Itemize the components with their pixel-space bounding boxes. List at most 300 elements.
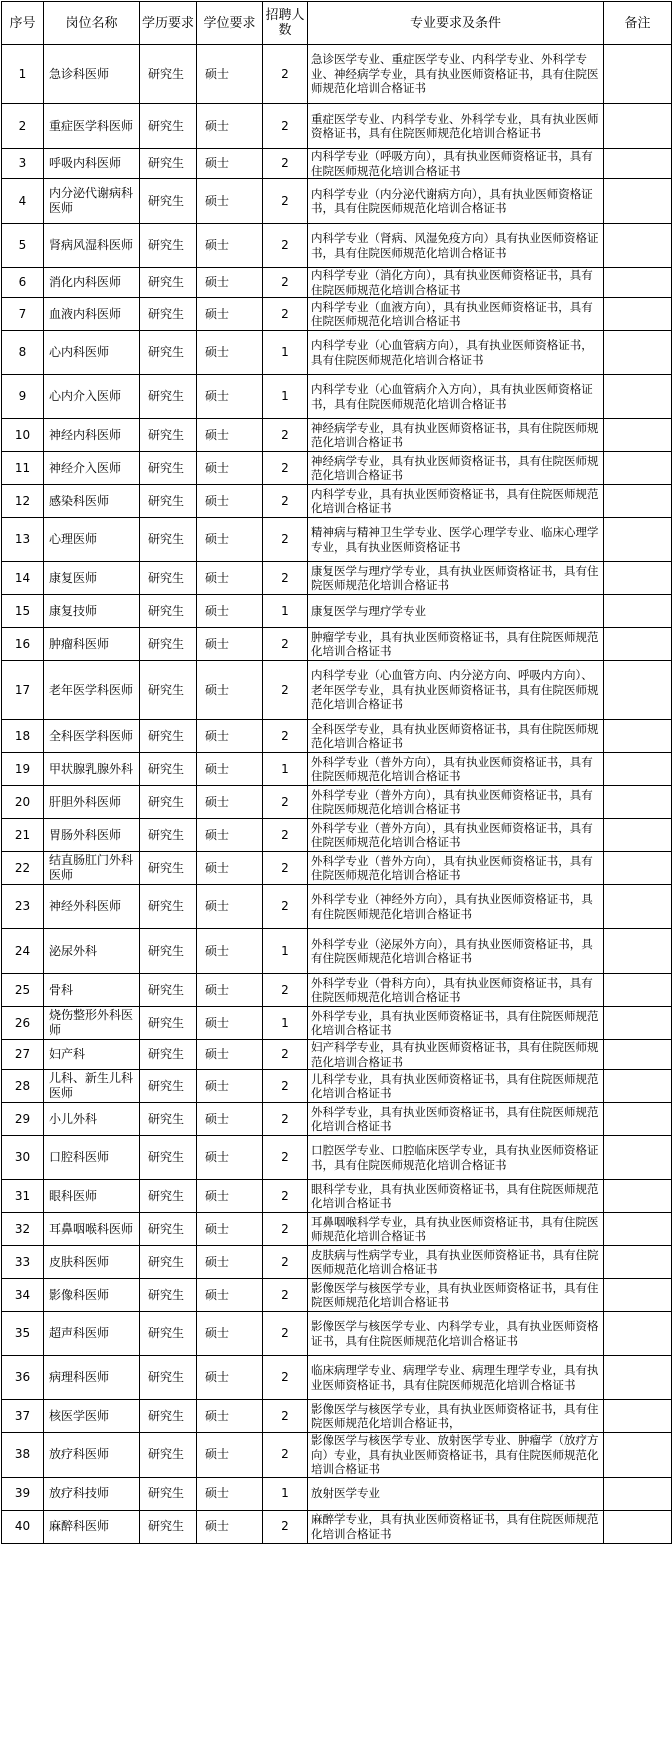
cell-no: 1 [2,45,44,104]
cell-requirements: 外科学专业（神经外方向），具有执业医师资格证书，具有住院医师规范化培训合格证书 [308,885,604,929]
header-row [2,2,672,45]
cell-no: 23 [2,885,44,929]
cell-headcount: 2 [263,45,308,104]
cell-education: 研究生 [140,974,197,1007]
cell-education: 研究生 [140,1400,197,1433]
cell-remarks [604,375,672,419]
cell-headcount: 2 [263,224,308,268]
table-row [2,518,672,562]
cell-no: 20 [2,786,44,819]
cell-requirements: 儿科学专业，具有执业医师资格证书，具有住院医师规范化培训合格证书 [308,1070,604,1103]
cell-position-name: 神经内科医师 [44,419,140,452]
cell-requirements: 外科学专业（普外方向），具有执业医师资格证书，具有住院医师规范化培训合格证书 [308,819,604,852]
header-no: 序号 [2,2,44,45]
cell-headcount: 2 [263,1213,308,1246]
cell-requirements: 内科学专业（血液方向），具有执业医师资格证书，具有住院医师规范化培训合格证书 [308,298,604,331]
cell-education: 研究生 [140,753,197,786]
table-row [2,595,672,628]
cell-education: 研究生 [140,1213,197,1246]
cell-headcount: 1 [263,375,308,419]
cell-requirements: 影像医学与核医学专业、放射医学专业、肿瘤学（放疗方向）专业，具有执业医师资格证书，具有住院医师规范化培训合格证书 [308,1433,604,1478]
table-row [2,1007,672,1040]
header-remarks: 备注 [604,2,672,45]
cell-requirements: 外科学专业（普外方向），具有执业医师资格证书，具有住院医师规范化培训合格证书 [308,753,604,786]
cell-requirements: 康复医学与理疗学专业 [308,595,604,628]
cell-headcount: 2 [263,562,308,595]
header-degree: 学位要求 [197,2,263,45]
cell-no: 35 [2,1312,44,1356]
cell-headcount: 2 [263,1279,308,1312]
table-row [2,1136,672,1180]
cell-headcount: 2 [263,268,308,298]
cell-headcount: 2 [263,1136,308,1180]
table-row [2,720,672,753]
cell-position-name: 影像科医师 [44,1279,140,1312]
cell-headcount: 2 [263,419,308,452]
cell-position-name: 肝胆外科医师 [44,786,140,819]
cell-degree: 硕士 [197,1040,263,1070]
table-row [2,149,672,179]
cell-requirements: 放射医学专业 [308,1477,604,1510]
cell-education: 研究生 [140,1510,197,1543]
table-row [2,753,672,786]
table-row [2,1103,672,1136]
cell-no: 14 [2,562,44,595]
cell-education: 研究生 [140,661,197,720]
cell-headcount: 2 [263,1356,308,1400]
table-row [2,1477,672,1510]
cell-headcount: 1 [263,753,308,786]
cell-education: 研究生 [140,1477,197,1510]
cell-remarks [604,518,672,562]
header-position-name: 岗位名称 [44,2,140,45]
cell-degree: 硕士 [197,298,263,331]
cell-remarks [604,224,672,268]
cell-requirements: 精神病与精神卫生学专业、医学心理学专业、临床心理学专业，具有执业医师资格证书 [308,518,604,562]
cell-no: 9 [2,375,44,419]
cell-position-name: 放疗科技师 [44,1477,140,1510]
cell-remarks [604,268,672,298]
cell-no: 37 [2,1400,44,1433]
cell-degree: 硕士 [197,753,263,786]
cell-no: 4 [2,179,44,224]
cell-requirements: 耳鼻咽喉科学专业，具有执业医师资格证书，具有住院医师规范化培训合格证书 [308,1213,604,1246]
cell-degree: 硕士 [197,929,263,974]
table-row [2,1356,672,1400]
cell-no: 24 [2,929,44,974]
cell-remarks [604,104,672,149]
cell-remarks [604,786,672,819]
cell-position-name: 血液内科医师 [44,298,140,331]
table-row [2,929,672,974]
cell-position-name: 康复医师 [44,562,140,595]
cell-remarks [604,1356,672,1400]
table-row [2,298,672,331]
cell-no: 2 [2,104,44,149]
cell-degree: 硕士 [197,1070,263,1103]
cell-no: 15 [2,595,44,628]
cell-education: 研究生 [140,179,197,224]
cell-education: 研究生 [140,562,197,595]
cell-position-name: 老年医学科医师 [44,661,140,720]
cell-requirements: 内科学专业（肾病、风湿免疫方向）具有执业医师资格证书，具有住院医师规范化培训合格证书 [308,224,604,268]
cell-position-name: 内分泌代谢病科医师 [44,179,140,224]
cell-headcount: 1 [263,1477,308,1510]
cell-requirements: 内科学专业（内分泌代谢病方向），具有执业医师资格证书，具有住院医师规范化培训合格证书 [308,179,604,224]
cell-no: 12 [2,485,44,518]
cell-requirements: 影像医学与核医学专业、内科学专业，具有执业医师资格证书，具有住院医师规范化培训合格证书 [308,1312,604,1356]
cell-requirements: 影像医学与核医学专业，具有执业医师资格证书，具有住院医师规范化培训合格证书， [308,1400,604,1433]
cell-remarks [604,819,672,852]
cell-remarks [604,1246,672,1279]
cell-position-name: 妇产科 [44,1040,140,1070]
cell-requirements: 神经病学专业，具有执业医师资格证书，具有住院医师规范化培训合格证书 [308,452,604,485]
cell-position-name: 结直肠肛门外科医师 [44,852,140,885]
cell-remarks [604,562,672,595]
cell-no: 22 [2,852,44,885]
cell-requirements: 临床病理学专业、病理学专业、病理生理学专业，具有执业医师资格证书，具有住院医师规范化培训合格证书 [308,1356,604,1400]
cell-requirements: 内科学专业（心血管病方向），具有执业医师资格证书，具有住院医师规范化培训合格证书 [308,331,604,375]
cell-position-name: 小儿外科 [44,1103,140,1136]
cell-no: 5 [2,224,44,268]
cell-remarks [604,1180,672,1213]
cell-degree: 硕士 [197,1400,263,1433]
cell-position-name: 核医学医师 [44,1400,140,1433]
cell-no: 8 [2,331,44,375]
cell-no: 33 [2,1246,44,1279]
cell-headcount: 2 [263,974,308,1007]
cell-position-name: 肾病风湿科医师 [44,224,140,268]
cell-degree: 硕士 [197,179,263,224]
cell-headcount: 2 [263,485,308,518]
table-row [2,819,672,852]
cell-remarks [604,595,672,628]
cell-remarks [604,1279,672,1312]
table-row [2,419,672,452]
cell-no: 40 [2,1510,44,1543]
cell-remarks [604,1136,672,1180]
cell-position-name: 神经外科医师 [44,885,140,929]
cell-no: 21 [2,819,44,852]
cell-remarks [604,331,672,375]
table-row [2,452,672,485]
cell-degree: 硕士 [197,1136,263,1180]
table-row [2,786,672,819]
cell-education: 研究生 [140,104,197,149]
cell-education: 研究生 [140,628,197,661]
cell-position-name: 骨科 [44,974,140,1007]
cell-remarks [604,1040,672,1070]
cell-no: 16 [2,628,44,661]
cell-position-name: 超声科医师 [44,1312,140,1356]
cell-position-name: 心理医师 [44,518,140,562]
cell-degree: 硕士 [197,518,263,562]
cell-education: 研究生 [140,1312,197,1356]
cell-education: 研究生 [140,786,197,819]
cell-education: 研究生 [140,268,197,298]
cell-requirements: 外科学专业（普外方向），具有执业医师资格证书，具有住院医师规范化培训合格证书 [308,852,604,885]
cell-remarks [604,753,672,786]
cell-education: 研究生 [140,45,197,104]
cell-education: 研究生 [140,852,197,885]
cell-headcount: 2 [263,149,308,179]
table-row [2,852,672,885]
cell-education: 研究生 [140,720,197,753]
cell-remarks [604,45,672,104]
table-row [2,375,672,419]
cell-headcount: 2 [263,720,308,753]
cell-education: 研究生 [140,1433,197,1478]
cell-position-name: 重症医学科医师 [44,104,140,149]
cell-requirements: 肿瘤学专业，具有执业医师资格证书，具有住院医师规范化培训合格证书 [308,628,604,661]
cell-position-name: 儿科、新生儿科医师 [44,1070,140,1103]
cell-education: 研究生 [140,1136,197,1180]
cell-degree: 硕士 [197,1213,263,1246]
cell-no: 25 [2,974,44,1007]
cell-degree: 硕士 [197,1180,263,1213]
cell-education: 研究生 [140,929,197,974]
cell-headcount: 1 [263,1007,308,1040]
cell-position-name: 胃肠外科医师 [44,819,140,852]
cell-education: 研究生 [140,1279,197,1312]
table-body [2,45,672,1544]
cell-requirements: 急诊医学专业、重症医学专业、内科学专业、外科学专业、神经病学专业，具有执业医师资格证书，具有住院医师规范化培训合格证书 [308,45,604,104]
table-row [2,1213,672,1246]
cell-degree: 硕士 [197,452,263,485]
cell-degree: 硕士 [197,1279,263,1312]
cell-education: 研究生 [140,1007,197,1040]
cell-degree: 硕士 [197,1103,263,1136]
cell-remarks [604,885,672,929]
cell-education: 研究生 [140,1040,197,1070]
cell-degree: 硕士 [197,885,263,929]
cell-education: 研究生 [140,224,197,268]
cell-no: 38 [2,1433,44,1478]
cell-position-name: 康复技师 [44,595,140,628]
cell-degree: 硕士 [197,485,263,518]
cell-no: 36 [2,1356,44,1400]
cell-remarks [604,452,672,485]
cell-headcount: 2 [263,1433,308,1478]
table-row [2,1040,672,1070]
cell-education: 研究生 [140,1103,197,1136]
cell-remarks [604,929,672,974]
cell-degree: 硕士 [197,45,263,104]
cell-degree: 硕士 [197,375,263,419]
cell-position-name: 麻醉科医师 [44,1510,140,1543]
cell-requirements: 外科学专业（泌尿外方向），具有执业医师资格证书，具有住院医师规范化培训合格证书 [308,929,604,974]
cell-no: 17 [2,661,44,720]
table-row [2,331,672,375]
cell-requirements: 内科学专业（心血管病介入方向），具有执业医师资格证书，具有住院医师规范化培训合格证书 [308,375,604,419]
cell-position-name: 口腔科医师 [44,1136,140,1180]
cell-headcount: 2 [263,1040,308,1070]
table-row [2,562,672,595]
cell-remarks [604,298,672,331]
cell-education: 研究生 [140,375,197,419]
cell-no: 10 [2,419,44,452]
cell-degree: 硕士 [197,595,263,628]
cell-degree: 硕士 [197,268,263,298]
cell-requirements: 眼科学专业，具有执业医师资格证书，具有住院医师规范化培训合格证书 [308,1180,604,1213]
cell-no: 7 [2,298,44,331]
cell-remarks [604,1103,672,1136]
cell-position-name: 泌尿外科 [44,929,140,974]
cell-education: 研究生 [140,298,197,331]
cell-degree: 硕士 [197,104,263,149]
cell-education: 研究生 [140,1356,197,1400]
cell-remarks [604,628,672,661]
cell-position-name: 消化内科医师 [44,268,140,298]
cell-requirements: 内科学专业（心血管方向、内分泌方向、呼吸内方向）、老年医学专业，具有执业医师资格证书，具有住院医师规范化培训合格证书 [308,661,604,720]
cell-remarks [604,179,672,224]
cell-requirements: 影像医学与核医学专业，具有执业医师资格证书，具有住院医师规范化培训合格证书 [308,1279,604,1312]
cell-education: 研究生 [140,452,197,485]
cell-headcount: 2 [263,1246,308,1279]
table-row [2,1180,672,1213]
cell-no: 34 [2,1279,44,1312]
cell-position-name: 神经介入医师 [44,452,140,485]
cell-degree: 硕士 [197,1246,263,1279]
table-row [2,1246,672,1279]
cell-degree: 硕士 [197,852,263,885]
table-row [2,1400,672,1433]
cell-education: 研究生 [140,819,197,852]
cell-no: 11 [2,452,44,485]
cell-no: 19 [2,753,44,786]
cell-remarks [604,1477,672,1510]
cell-no: 18 [2,720,44,753]
cell-headcount: 2 [263,452,308,485]
cell-headcount: 1 [263,331,308,375]
cell-degree: 硕士 [197,819,263,852]
cell-headcount: 1 [263,595,308,628]
cell-position-name: 呼吸内科医师 [44,149,140,179]
cell-remarks [604,661,672,720]
cell-requirements: 口腔医学专业、口腔临床医学专业，具有执业医师资格证书，具有住院医师规范化培训合格证书 [308,1136,604,1180]
table-row [2,104,672,149]
table-row [2,1312,672,1356]
cell-education: 研究生 [140,595,197,628]
cell-headcount: 2 [263,786,308,819]
table-row [2,1433,672,1478]
cell-headcount: 2 [263,628,308,661]
cell-requirements: 神经病学专业，具有执业医师资格证书，具有住院医师规范化培训合格证书 [308,419,604,452]
cell-degree: 硕士 [197,974,263,1007]
cell-remarks [604,1213,672,1246]
cell-position-name: 全科医学科医师 [44,720,140,753]
cell-remarks [604,1510,672,1543]
table-row [2,885,672,929]
cell-degree: 硕士 [197,1007,263,1040]
cell-education: 研究生 [140,419,197,452]
cell-no: 3 [2,149,44,179]
cell-headcount: 2 [263,661,308,720]
header-education: 学历要求 [140,2,197,45]
cell-education: 研究生 [140,149,197,179]
cell-no: 13 [2,518,44,562]
cell-degree: 硕士 [197,1312,263,1356]
cell-education: 研究生 [140,1180,197,1213]
cell-no: 30 [2,1136,44,1180]
cell-no: 28 [2,1070,44,1103]
cell-requirements: 妇产科学专业，具有执业医师资格证书，具有住院医师规范化培训合格证书 [308,1040,604,1070]
cell-headcount: 2 [263,1312,308,1356]
table-row [2,224,672,268]
cell-headcount: 2 [263,1070,308,1103]
cell-requirements: 外科学专业（骨科方向），具有执业医师资格证书，具有住院医师规范化培训合格证书 [308,974,604,1007]
table-row [2,628,672,661]
cell-remarks [604,1400,672,1433]
cell-requirements: 麻醉学专业，具有执业医师资格证书，具有住院医师规范化培训合格证书 [308,1510,604,1543]
cell-headcount: 2 [263,1180,308,1213]
cell-degree: 硕士 [197,224,263,268]
cell-headcount: 2 [263,1103,308,1136]
cell-headcount: 1 [263,929,308,974]
cell-degree: 硕士 [197,1433,263,1478]
cell-degree: 硕士 [197,661,263,720]
cell-degree: 硕士 [197,331,263,375]
cell-requirements: 重症医学专业、内科学专业、外科学专业，具有执业医师资格证书，具有住院医师规范化培训合格证书 [308,104,604,149]
cell-degree: 硕士 [197,1477,263,1510]
table-row [2,179,672,224]
cell-headcount: 2 [263,179,308,224]
cell-education: 研究生 [140,485,197,518]
cell-position-name: 放疗科医师 [44,1433,140,1478]
cell-no: 26 [2,1007,44,1040]
table-row [2,268,672,298]
cell-degree: 硕士 [197,786,263,819]
header-headcount: 招聘人数 [263,2,308,45]
table-row [2,1510,672,1543]
cell-education: 研究生 [140,331,197,375]
cell-no: 27 [2,1040,44,1070]
cell-degree: 硕士 [197,628,263,661]
cell-position-name: 眼科医师 [44,1180,140,1213]
cell-position-name: 心内科医师 [44,331,140,375]
header-requirements: 专业要求及条件 [308,2,604,45]
cell-position-name: 烧伤整形外科医师 [44,1007,140,1040]
cell-no: 29 [2,1103,44,1136]
cell-remarks [604,1433,672,1478]
cell-education: 研究生 [140,885,197,929]
cell-position-name: 皮肤科医师 [44,1246,140,1279]
cell-degree: 硕士 [197,720,263,753]
cell-no: 39 [2,1477,44,1510]
cell-no: 31 [2,1180,44,1213]
cell-headcount: 2 [263,819,308,852]
cell-remarks [604,419,672,452]
table-row [2,661,672,720]
cell-requirements: 外科学专业，具有执业医师资格证书，具有住院医师规范化培训合格证书 [308,1007,604,1040]
cell-remarks [604,1007,672,1040]
cell-degree: 硕士 [197,1356,263,1400]
cell-requirements: 皮肤病与性病学专业，具有执业医师资格证书，具有住院医师规范化培训合格证书 [308,1246,604,1279]
cell-requirements: 内科学专业，具有执业医师资格证书，具有住院医师规范化培训合格证书 [308,485,604,518]
table-row [2,45,672,104]
cell-no: 32 [2,1213,44,1246]
cell-requirements: 外科学专业（普外方向），具有执业医师资格证书，具有住院医师规范化培训合格证书 [308,786,604,819]
cell-position-name: 耳鼻咽喉科医师 [44,1213,140,1246]
cell-headcount: 2 [263,1510,308,1543]
cell-requirements: 康复医学与理疗学专业，具有执业医师资格证书，具有住院医师规范化培训合格证书 [308,562,604,595]
cell-headcount: 2 [263,298,308,331]
cell-remarks [604,852,672,885]
table-row [2,974,672,1007]
cell-education: 研究生 [140,1070,197,1103]
cell-position-name: 病理科医师 [44,1356,140,1400]
table-row [2,485,672,518]
